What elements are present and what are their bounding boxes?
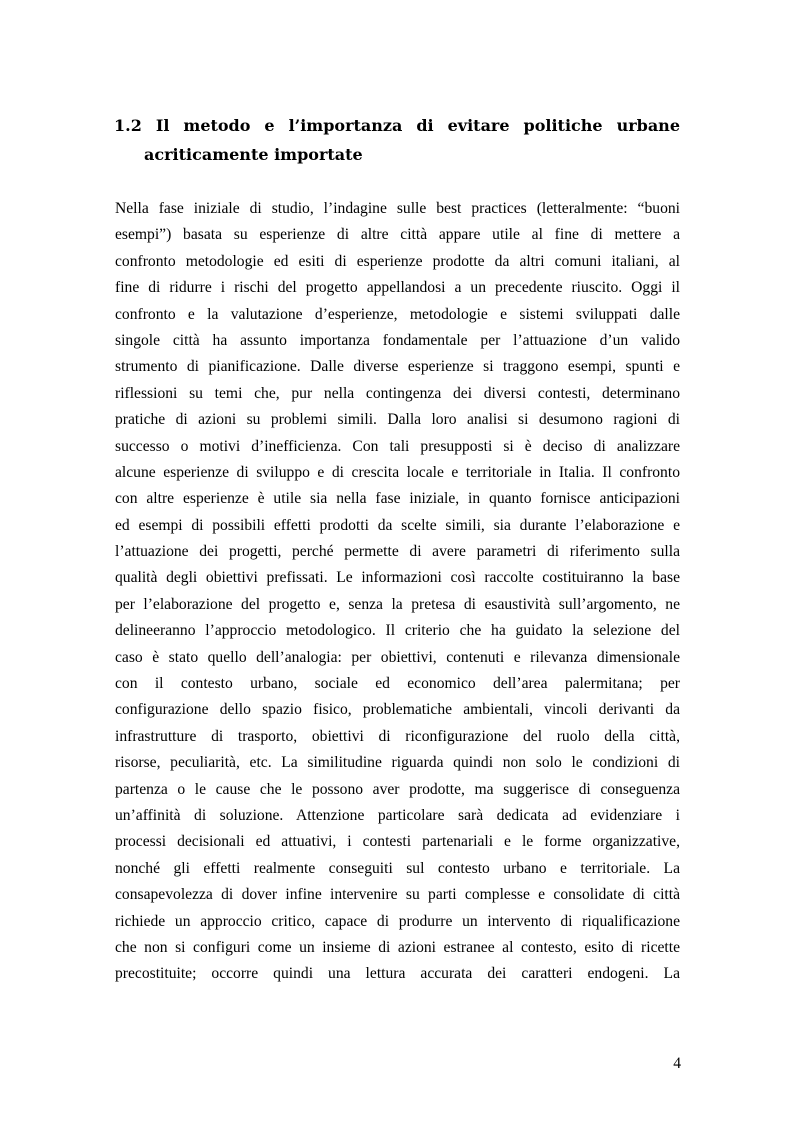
paragraph-line: successo o motivi d’inefficienza. Con tali presupposti si è deciso di analizzare [115, 437, 680, 455]
page-number: 4 [673, 1055, 681, 1072]
paragraph-line: pratiche di azioni su problemi simili. Dalla loro analisi si desumono ragioni di [115, 411, 680, 429]
paragraph-line: con altre esperienze è utile sia nella fase iniziale, in quanto fornisce anticipazioni [115, 490, 680, 508]
paragraph-line: fine di ridurre i rischi del progetto appellandosi a un precedente riuscito. Oggi il [115, 279, 680, 297]
paragraph-line: con il contesto urbano, sociale ed economico dell’area palermitana; per [115, 675, 680, 693]
section-heading-line-2: acriticamente importate [144, 145, 363, 164]
paragraph-line: qualità degli obiettivi prefissati. Le informazioni così raccolte costituiranno la base [115, 569, 680, 587]
paragraph-line: che non si configuri come un insieme di azioni estranee al contesto, esito di ricette [115, 938, 680, 956]
paragraph-line: confronto e la valutazione d’esperienze, metodologie e sistemi sviluppati dalle [115, 305, 680, 323]
body-paragraph [115, 196, 680, 988]
paragraph-line: configurazione dello spazio fisico, problematiche ambientali, vincoli derivanti da [115, 701, 680, 719]
paragraph-line: nonché gli effetti realmente conseguiti sul contesto urbano e territoriale. La [115, 859, 680, 877]
paragraph-line: risorse, peculiarità, etc. La similitudine riguarda quindi non solo le condizioni di [115, 754, 680, 772]
paragraph-line: precostituite; occorre quindi una lettura accurata dei caratteri endogeni. La [115, 965, 680, 983]
paragraph-line: consapevolezza di dover infine intervenire su parti complesse e consolidate di città [115, 886, 680, 904]
paragraph-line: un’affinità di soluzione. Attenzione particolare sarà dedicata ad evidenziare i [115, 806, 680, 824]
paragraph-line: per l’elaborazione del progetto e, senza la pretesa di esaustività sull’argomento, ne [115, 595, 680, 613]
paragraph-line: riflessioni su temi che, pur nella contingenza dei diversi contesti, determinano [115, 384, 680, 402]
paragraph-line: richiede un approccio critico, capace di produrre un intervento di riqualificazione [115, 912, 680, 930]
section-heading [114, 111, 680, 169]
paragraph-line: partenza o le cause che le possono aver prodotte, ma suggerisce di conseguenza [115, 780, 680, 798]
paragraph-line: infrastrutture di trasporto, obiettivi di riconfigurazione del ruolo della città, [115, 727, 680, 745]
paragraph-line: esempi”) basata su esperienze di altre città appare utile al fine di mettere a [115, 226, 680, 244]
paragraph-line: strumento di pianificazione. Dalle diverse esperienze si traggono esempi, spunti e [115, 358, 680, 376]
paragraph-line: confronto metodologie ed esiti di esperienze prodotte da altri comuni italiani, al [115, 252, 680, 270]
paragraph-line: processi decisionali ed attuativi, i contesti partenariali e le forme organizzative, [115, 833, 680, 851]
paragraph-line: Nella fase iniziale di studio, l’indagine sulle best practices (letteralmente: “buoni [115, 200, 680, 217]
paragraph-line: delineeranno l’approccio metodologico. Il criterio che ha guidato la selezione del [115, 622, 680, 640]
paragraph-line: alcune esperienze di sviluppo e di crescita locale e territoriale in Italia. Il confronto [115, 463, 680, 481]
paragraph-line: l’attuazione dei progetti, perché permette di avere parametri di riferimento sulla [115, 543, 680, 561]
section-heading-line-1: 1.2 Il metodo e l’importanza di evitare politiche urbane [114, 116, 680, 135]
paragraph-line: caso è stato quello dell’analogia: per obiettivi, contenuti e rilevanza dimensionale [115, 648, 680, 666]
paragraph-line: ed esempi di possibili effetti prodotti da scelte simili, sia durante l’elaborazione e [115, 516, 680, 534]
paragraph-line: singole città ha assunto importanza fondamentale per l’attuazione d’un valido [115, 331, 680, 349]
